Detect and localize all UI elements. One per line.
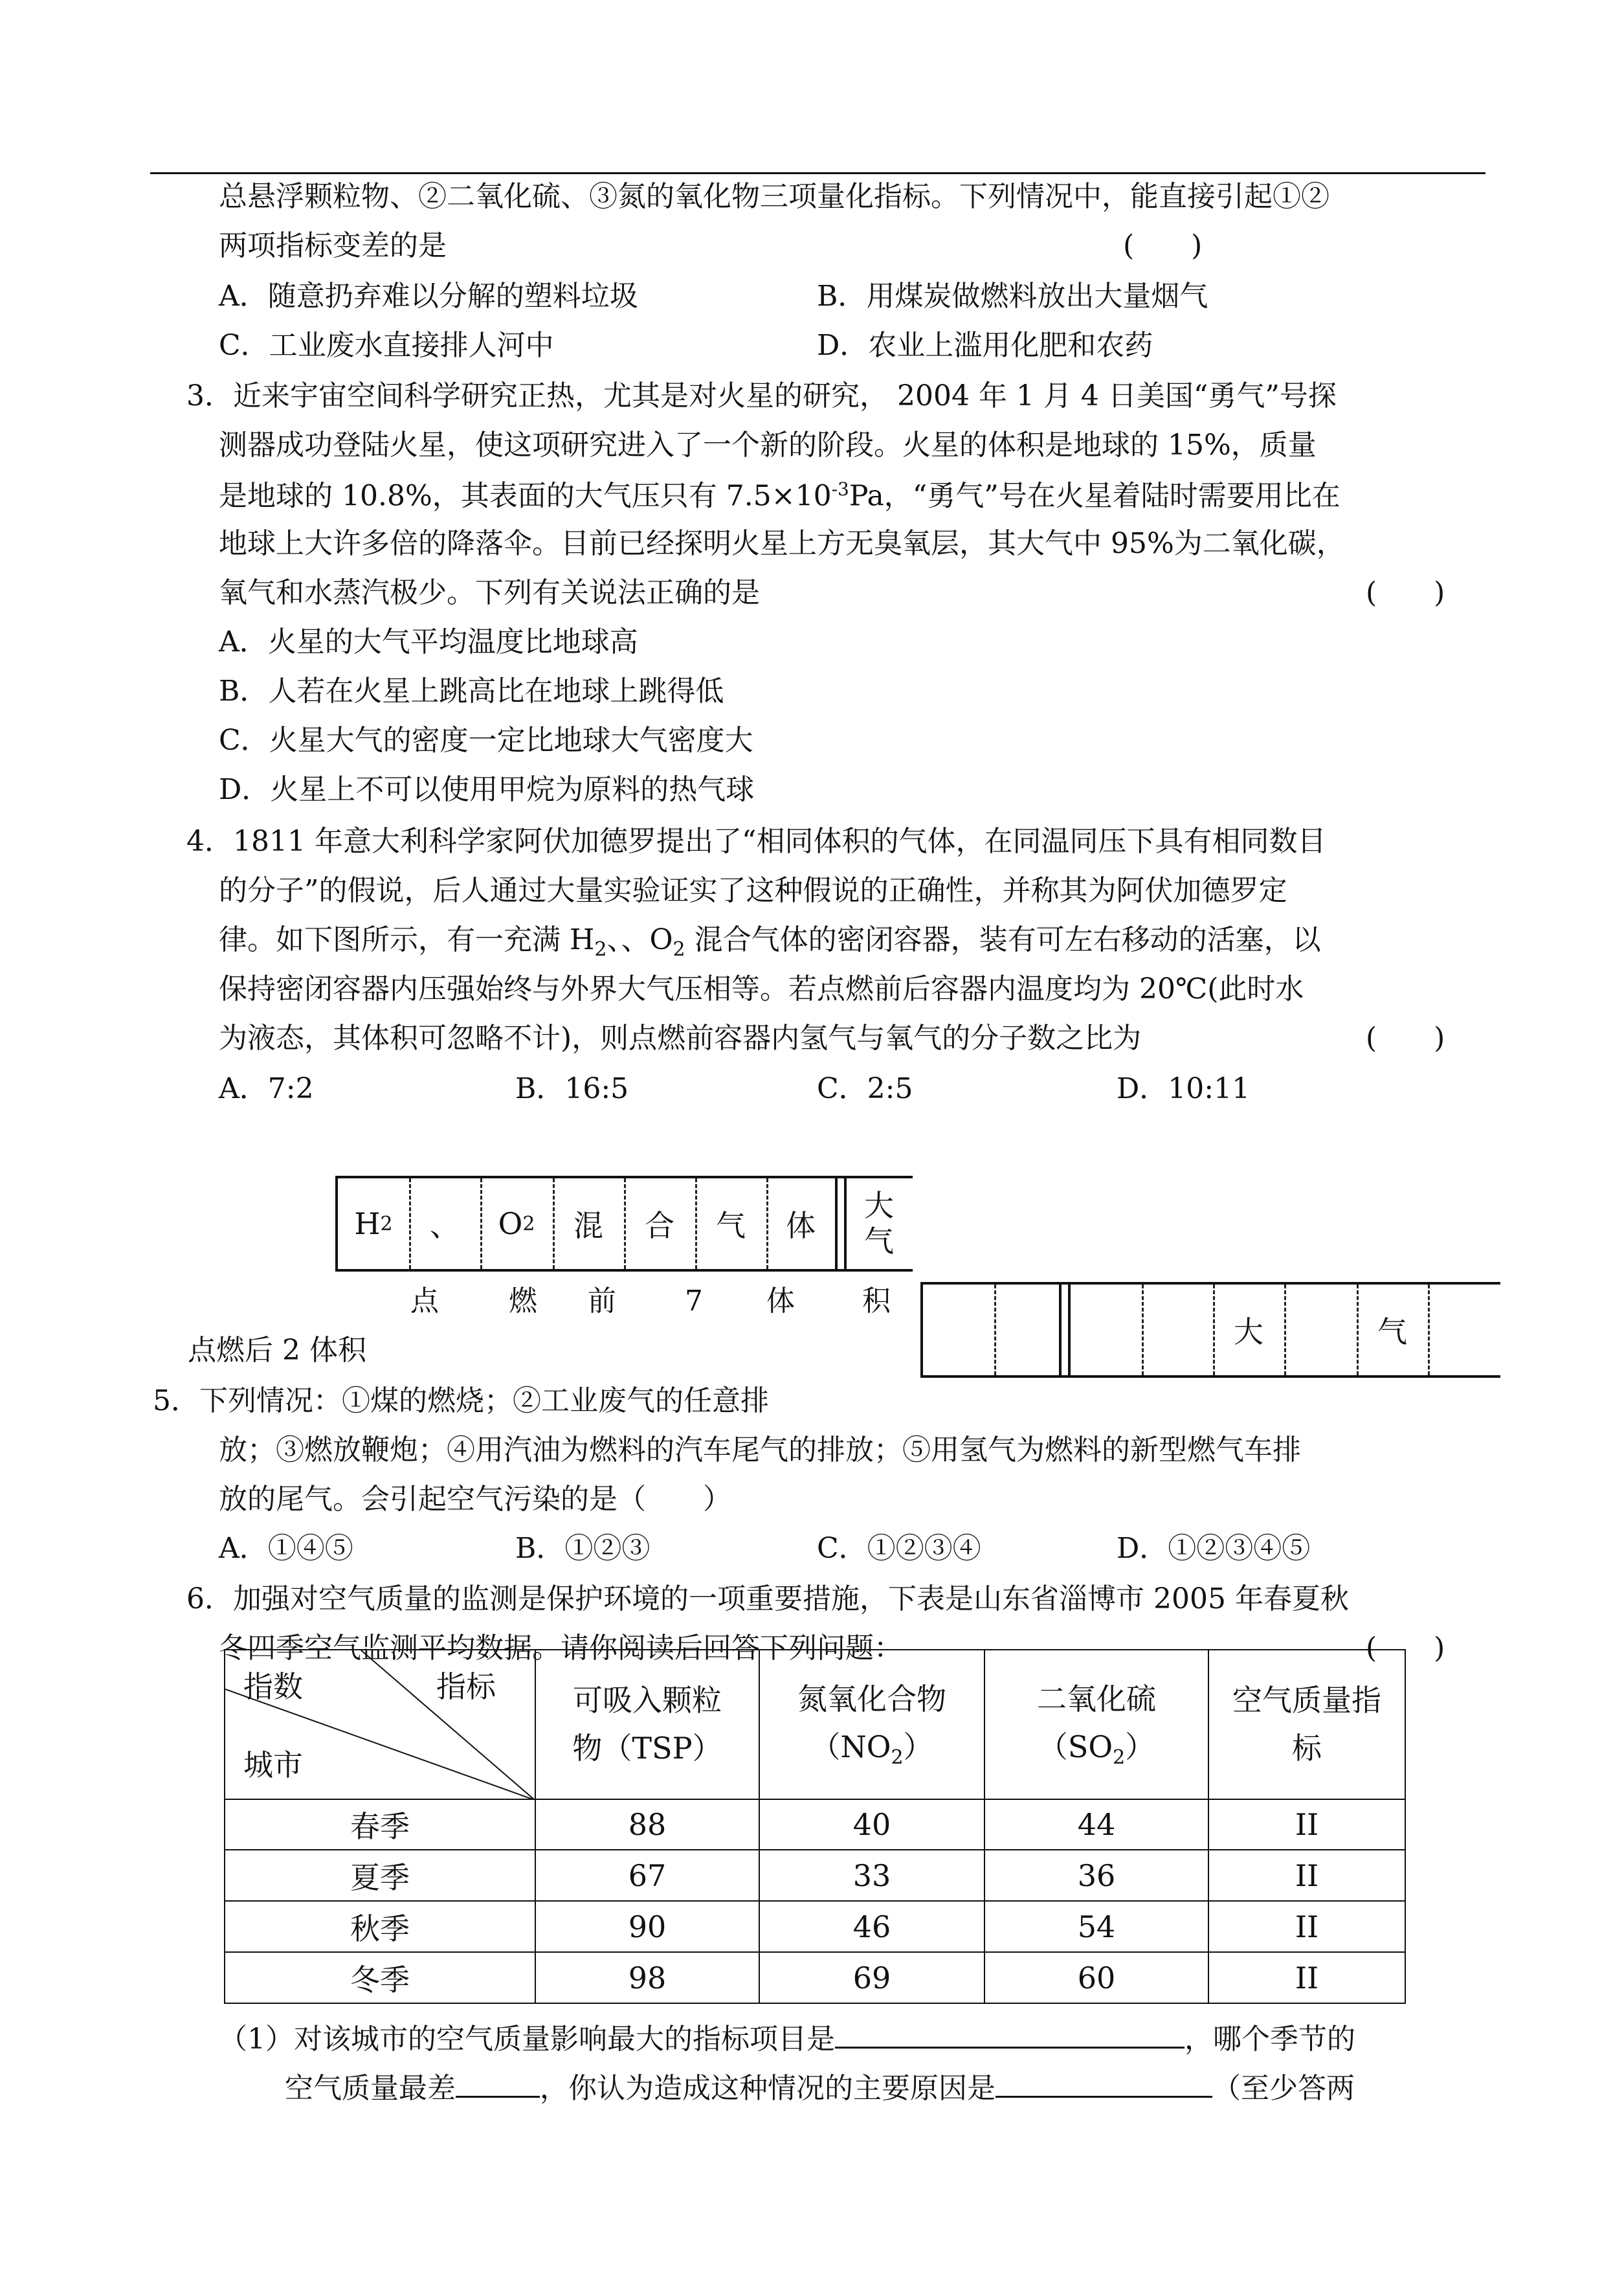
q4-line4: 保持密闭容器内压强始终与外界大气压相等。若点燃前后容器内温度均为 20℃(此时水 [219,972,1304,1006]
piston [1059,1285,1071,1375]
q3-option-a: A．火星的大气平均温度比地球高 [219,625,638,658]
cell-o2: O 2 [498,1206,535,1241]
tsp-cell: 90 [535,1901,759,1952]
season-cell: 春季 [225,1799,535,1850]
season-cell: 冬季 [225,1952,535,2003]
q4-option-b: B．16:5 [515,1072,629,1105]
divider [1142,1285,1144,1375]
q2-option-c: C．工业废水直接排人河中 [219,329,554,362]
caption-before-char: 前 [588,1285,616,1318]
q2-line1: 总悬浮颗粒物、②二氧化硫、③氮的氧化物三项量化指标。下列情况中，能直接引起①② [219,180,1329,213]
answer-blank[interactable] [835,2046,1185,2049]
q2-option-d: D．农业上滥用化肥和农药 [817,329,1153,362]
cell-text: 气 [716,1208,746,1243]
cell-text: 混 [573,1208,603,1243]
grade-cell: II [1208,1952,1405,2003]
caption-before-char: 点 [410,1285,439,1318]
q5-option-c: C．①②③④ [817,1532,981,1565]
top-rule [150,172,1485,174]
no2-cell: 46 [759,1901,984,1952]
table-row [225,1952,1405,2003]
q3-line4: 地球上大许多倍的降落伞。目前已经探明火星上方无臭氧层，其大气中 95%为二氧化碳， [219,527,1345,560]
q4-line3: 律。如下图所示，有一充满 $H_2$、、$O_2$ 混合气体的密闭容器，装有可左右移动的活塞，以 [219,923,1321,961]
no2-cell: 40 [759,1799,984,1850]
no2-cell: 33 [759,1850,984,1901]
so2-cell: 44 [984,1799,1208,1850]
tsp-cell: 98 [535,1952,759,2003]
q4-line1: 4．1811 年意大利科学家阿伏加德罗提出了“相同体积的气体，在同温同压下具有相同数目 [186,825,1326,858]
q2-line2: 两项指标变差的是 [219,229,447,262]
tsp-cell: 67 [535,1850,759,1901]
season-cell: 秋季 [225,1901,535,1952]
header-tsp: 可吸入颗粒 物（TSP） [535,1650,759,1799]
season-cell: 夏季 [225,1850,535,1901]
q3-option-c: C．火星大气的密度一定比地球大气密度大 [219,724,753,757]
q3-option-b: B．人若在火星上跳高比在地球上跳得低 [219,675,724,708]
q4-option-a: A．7:2 [219,1072,314,1105]
table-row [225,1901,1405,1952]
caption-before-char: 7 [685,1285,703,1318]
q3-line2: 测器成功登陆火星，使这项研究进入了一个新的阶段。火星的体积是地球的 15%，质量 [219,429,1317,462]
q4-line2: 的分子”的假说，后人通过大量实验证实了这种假说的正确性，并称其为阿伏加德罗定 [219,874,1287,907]
tsp-cell: 88 [535,1799,759,1850]
caption-after: 点燃后 2 体积 [188,1334,366,1367]
q6-line2: 冬四季空气监测平均数据。请你阅读后回答下列问题： [219,1632,902,1665]
cell-text: 合 [645,1208,674,1243]
so2-cell: 36 [984,1850,1208,1901]
q5-line1: 5．下列情况：①煤的燃烧；②工业废气的任意排 [153,1384,769,1417]
header-grade: 空气质量指 标 [1208,1650,1405,1799]
grade-cell: II [1208,1901,1405,1952]
q3-answer-paren: ( ) [1366,576,1445,609]
q3-option-d: D．火星上不可以使用甲烷为原料的热气球 [219,773,755,806]
cell-text: 体 [786,1208,816,1243]
header-so2: 二氧化硫 $(SO_2)$ [984,1650,1208,1799]
q6-sub1-line2: 空气质量最差 ，你认为造成这种情况的主要原因是 （至少答两 [285,2072,1355,2105]
table-row [225,1850,1405,1901]
q6-sub1-line1: （1）对该城市的空气质量影响最大的指标项目是 ，哪个季节的 [219,2023,1355,2056]
corner-label-city: 城市 [243,1747,303,1782]
q5-line3: 放的尾气。会引起空气污染的是（ ） [219,1483,731,1516]
so2-cell: 54 [984,1901,1208,1952]
atmosphere-label: 大 [1234,1314,1263,1349]
q6-line1: 6．加强对空气质量的监测是保护环境的一项重要措施，下表是山东省淄博市 2005 年春夏秋 [186,1582,1349,1615]
container-before-ignition [335,1176,913,1272]
no2-cell: 69 [759,1952,984,2003]
q5-option-d: D．①②③④⑤ [1117,1532,1311,1565]
table-corner-cell [225,1650,535,1799]
divider [994,1285,996,1375]
q3-line5: 氧气和水蒸汽极少。下列有关说法正确的是 [219,576,760,609]
table-row [225,1799,1405,1850]
caption-before-char: 体 [766,1285,795,1318]
air-quality-table [224,1649,1406,2004]
q4-option-d: D．10:11 [1117,1072,1251,1105]
q4-option-c: C．2:5 [817,1072,913,1105]
q2-option-b: B．用煤炭做燃料放出大量烟气 [817,280,1208,313]
caption-before-char: 燃 [509,1285,537,1318]
atmosphere-label: 气 [1377,1314,1407,1349]
header-no2: 氮氧化合物 $(NO_2)$ [759,1650,984,1799]
atmosphere-label: 大 气 [864,1187,894,1259]
q3-line3: 是地球的 10.8%，其表面的大气压只有 $7.5\times 10^{-3}Pa$，“勇气”号在火星着陆时需要用比在 [219,478,1340,513]
q3-line1: 3．近来宇宙空间科学研究正热，尤其是对火星的研究， 2004 年 1 月 4 日美国“勇气”号探 [186,379,1337,412]
divider [1284,1285,1286,1375]
cell-comma: 、 [430,1208,460,1243]
q6-answer-paren: ( ) [1366,1632,1445,1665]
piston [835,1178,847,1269]
q5-option-a: A．①④⑤ [219,1532,353,1565]
cell-h2: H 2 [354,1206,393,1241]
divider [1428,1285,1430,1375]
q5-option-b: B．①②③ [515,1532,651,1565]
answer-blank[interactable] [456,2095,540,2098]
corner-label-index: 指数 [243,1669,303,1704]
q5-line2: 放；③燃放鞭炮；④用汽油为燃料的汽车尾气的排放；⑤用氢气为燃料的新型燃气车排 [219,1433,1301,1466]
container-after-ignition [920,1282,1500,1378]
q2-option-a: A．随意扔弃难以分解的塑料垃圾 [219,280,638,313]
corner-label-indicator: 指标 [436,1669,496,1704]
answer-blank[interactable] [996,2095,1212,2098]
q4-answer-paren: ( ) [1366,1022,1445,1055]
grade-cell: II [1208,1850,1405,1901]
q2-answer-paren: ( ) [1123,229,1203,262]
q4-line5: 为液态，其体积可忽略不计)，则点燃前容器内氢气与氧气的分子数之比为 [219,1022,1142,1055]
caption-before-char: 积 [862,1285,891,1318]
so2-cell: 60 [984,1952,1208,2003]
grade-cell: II [1208,1799,1405,1850]
